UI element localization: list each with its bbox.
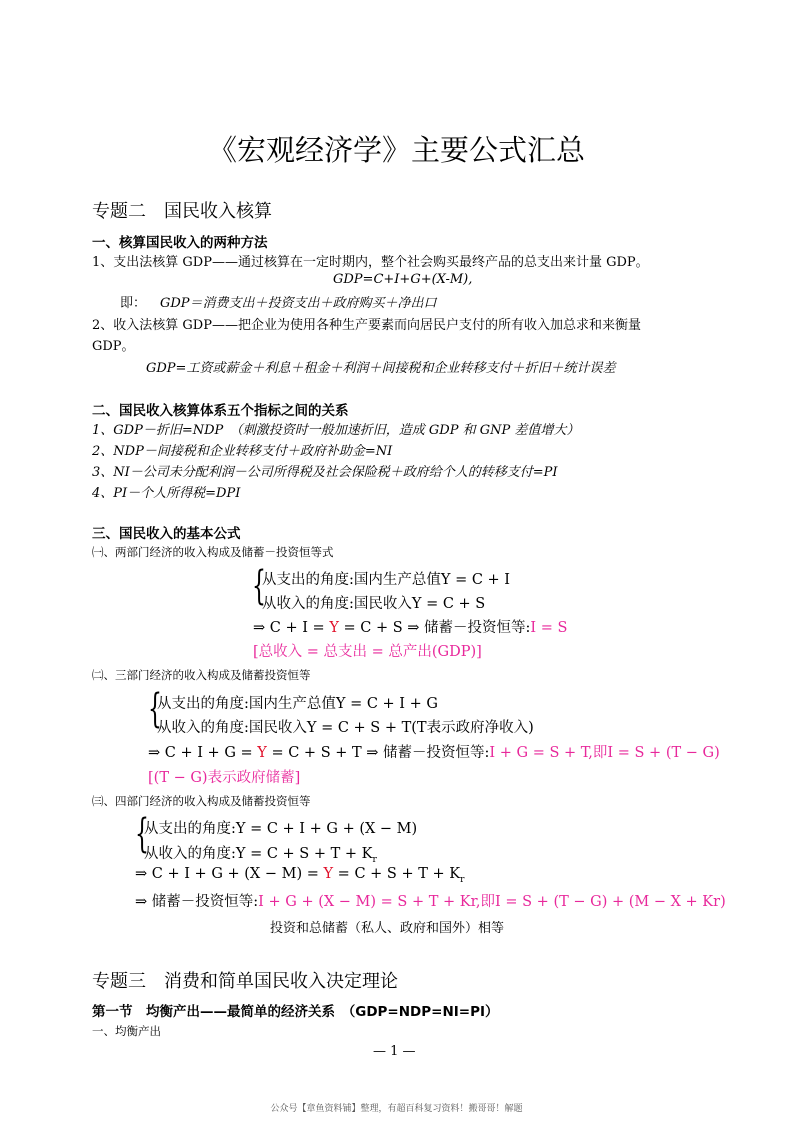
gdp-formula: GDP=C+I+G+(X-M), [333, 272, 473, 287]
four-sector-identity: ⇒ $C + I + G + (X - M) = Y = C + S + T + K_r$ [135, 866, 465, 885]
two-sector-expenditure: 从支出的角度:国内生产总值Y = C + I [262, 572, 511, 588]
four-sector-label: ㈢、四部门经济的收入构成及储蓄投资恒等 [92, 794, 311, 808]
four-sector-expenditure: 从支出的角度:Y = C + I + G + (X − M) [144, 821, 418, 837]
two-sector-label: ㈠、两部门经济的收入构成及储蓄－投资恒等式 [92, 545, 334, 559]
expenditure-method-text: 1、支出法核算 GDP——通过核算在一定时期内，整个社会购买最终产品的总支出来计量 GDP。 [92, 255, 649, 270]
income-method-text-cont: GDP。 [92, 339, 135, 354]
four-sector-income: 从收入的角度:Y = $C + S + T + K_r$ [144, 846, 377, 865]
gdp-expenditure-formula: GDP＝消费支出＋投资支出＋政府购买＋净出口 [160, 296, 437, 311]
brace-three-sector: { [148, 686, 162, 732]
brace-four-sector: { [135, 811, 149, 857]
relation-item-2: 2、NDP－间接税和企业转移支付＋政府补助金=NI [92, 444, 393, 459]
four-sector-saving-identity: ⇒ 储蓄－投资恒等:I + G + (X − M) = S + T + Kr,即I = S + (T − G) + (M − X + Kr) [135, 894, 726, 910]
two-sector-identity: ⇒ C + I = Y = C + S ⇒ 储蓄－投资恒等:I = S [253, 620, 568, 636]
three-sector-identity: ⇒ C + I + G = Y = C + S + T ⇒ 储蓄－投资恒等:I + G = S + T,即I = S + (T − G) [148, 745, 720, 761]
three-sector-note: [(T − G)表示政府储蓄] [148, 770, 301, 786]
two-sector-income: 从收入的角度:国民收入Y = C + S [262, 596, 486, 612]
relation-item-1: 1、GDP－折旧=NDP （刺激投资时一般加速折旧，造成 GDP 和 GNP 差值增大） [92, 423, 580, 438]
relation-item-3: 3、NI－公司未分配利润－公司所得税及社会保险税＋政府给个人的转移支付=PI [92, 465, 558, 480]
section3-heading: 三、国民收入的基本公式 [92, 526, 241, 542]
three-sector-income: 从收入的角度:国民收入Y = C + S + T(T表示政府净收入) [157, 720, 534, 736]
four-sector-note: 投资和总储蓄（私人、政府和国外）相等 [270, 921, 505, 936]
three-sector-label: ㈡、三部门经济的收入构成及储蓄投资恒等 [92, 668, 311, 682]
brace-two-sector: { [252, 563, 266, 609]
gdp-income-formula: GDP=工资或薪金＋利息＋租金＋利润＋间接税和企业转移支付＋折旧＋统计误差 [146, 361, 616, 376]
section2-heading: 二、国民收入核算体系五个指标之间的关系 [92, 403, 349, 419]
footer-watermark: 公众号【章鱼资料铺】整理，有超百科复习资料！搬哥哥！解题 [270, 1104, 523, 1114]
equilibrium-output-item: 一、均衡产出 [92, 1024, 161, 1038]
section1-equilibrium-heading: 第一节 均衡产出——最简单的经济关系 （GDP=NDP=NI=PI） [92, 1004, 499, 1020]
page-number: — 1 — [373, 1044, 416, 1059]
section1-heading: 一、核算国民收入的两种方法 [92, 235, 268, 251]
topic3-heading: 专题三 消费和简单国民收入决定理论 [92, 971, 398, 992]
page-title: 《宏观经济学》主要公式汇总 [207, 133, 585, 167]
two-sector-note: [总收入 = 总支出 = 总产出(GDP)] [253, 644, 482, 660]
income-method-text: 2、收入法核算 GDP——把企业为使用各种生产要素而向居民户支付的所有收入加总求和来衡量 [92, 318, 641, 333]
topic2-heading: 专题二 国民收入核算 [92, 201, 272, 222]
three-sector-expenditure: 从支出的角度:国内生产总值Y = C + I + G [157, 696, 438, 712]
relation-item-4: 4、PI－个人所得税=DPI [92, 486, 241, 501]
ie-label: 即： [120, 296, 147, 311]
